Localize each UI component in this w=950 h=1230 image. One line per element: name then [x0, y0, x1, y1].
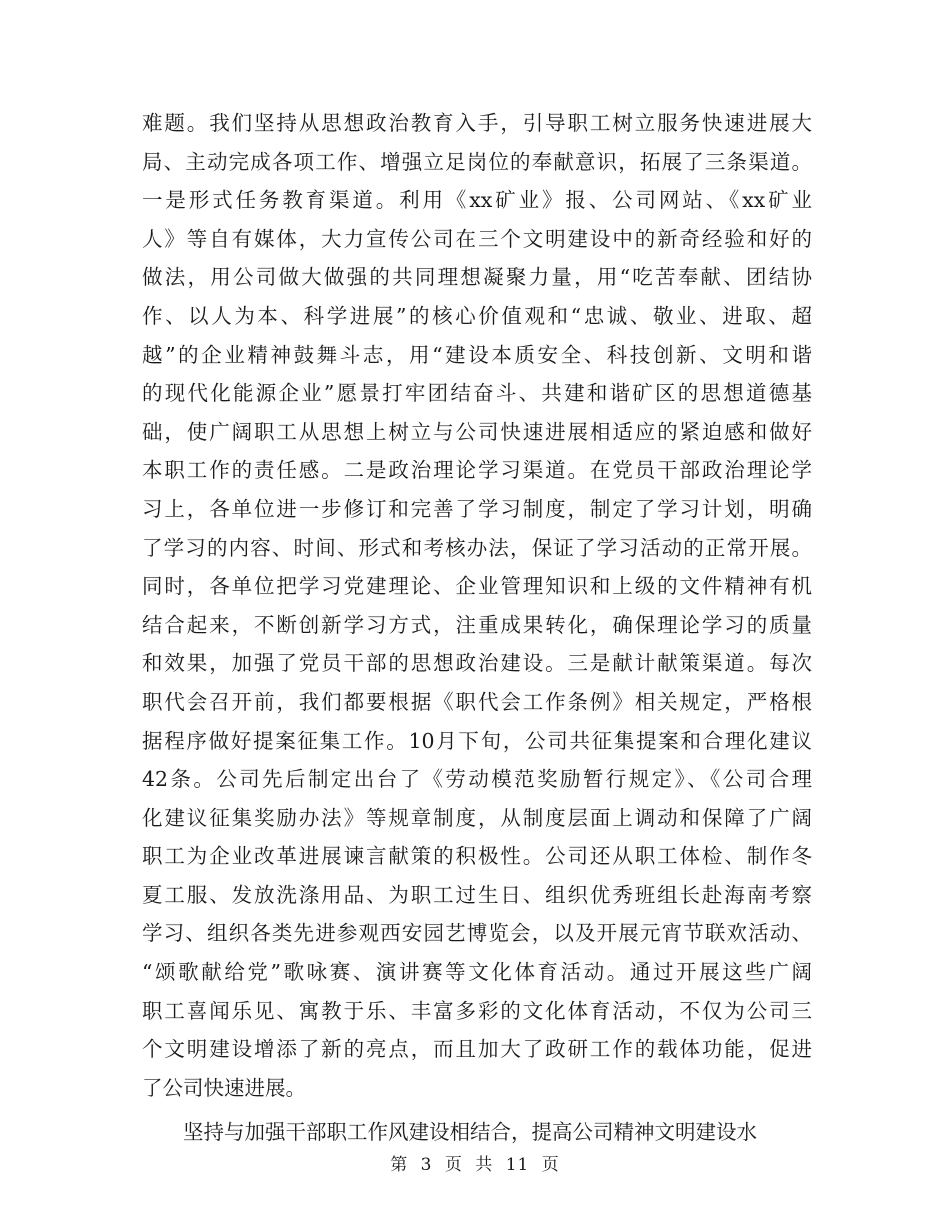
text-line: 人》等自有媒体，大力宣传公司在三个文明建设中的新奇经验和好的	[142, 226, 812, 251]
text-line: 42条。公司先后制定出台了《劳动模范奖励暂行规定》、《公司合理	[142, 767, 812, 792]
text-line: 做法，用公司做大做强的共同理想凝聚力量，用“吃苦奉献、团结协	[142, 265, 812, 290]
text-line: 职工为企业改革进展谏言献策的积极性。公司还从职工体检、制作冬	[142, 844, 812, 869]
text-line: 个文明建设增添了新的亮点，而且加大了政研工作的载体功能，促进	[142, 1037, 812, 1062]
text-line: 学习、组织各类先进参观西安园艺博览会，以及开展元宵节联欢活动、	[142, 921, 812, 946]
text-line: 的现代化能源企业”愿景打牢团结奋斗、共建和谐矿区的思想道德基	[142, 381, 812, 406]
text-line: 职工喜闻乐见、寓教于乐、丰富多彩的文化体育活动，不仅为公司三	[142, 998, 812, 1023]
text-line: 本职工作的责任感。二是政治理论学习渠道。在党员干部政治理论学	[142, 458, 812, 483]
text-line: 一是形式任务教育渠道。利用《xx矿业》报、公司网站、《xx矿业	[142, 188, 812, 213]
text-line: 了学习的内容、时间、形式和考核办法，保证了学习活动的正常开展。	[142, 535, 812, 560]
text-line: 作、以人为本、科学进展”的核心价值观和“忠诚、敬业、进取、超	[142, 303, 812, 328]
text-line-paragraph-end: 了公司快速进展。	[142, 1075, 306, 1100]
next-paragraph-first-line: 坚持与加强干部职工作风建设相结合，提高公司精神文明建设水	[183, 1120, 757, 1145]
text-line: 和效果，加强了党员干部的思想政治建设。三是献计献策渠道。每次	[142, 651, 812, 676]
body-text	[142, 104, 812, 1152]
text-line: 难题。我们坚持从思想政治教育入手，引导职工树立服务快速进展大	[142, 111, 812, 135]
text-line: 据程序做好提案征集工作。10月下旬，公司共征集提案和合理化建议	[142, 728, 812, 753]
text-line: 职代会召开前，我们都要根据《职代会工作条例》相关规定，严格根	[142, 689, 812, 714]
text-line: 同时，各单位把学习党建理论、企业管理知识和上级的文件精神有机	[142, 574, 812, 599]
text-line: 夏工服、发放洗涤用品、为职工过生日、组织优秀班组长赴海南考察	[142, 882, 812, 907]
text-line: “颂歌献给党”歌咏赛、演讲赛等文化体育活动。通过开展这些广阔	[142, 960, 812, 985]
page-number-footer: 第 3 页 共 11 页	[390, 1155, 560, 1175]
text-line: 局、主动完成各项工作、增强立足岗位的奉献意识，拓展了三条渠道。	[142, 149, 812, 174]
text-line: 越”的企业精神鼓舞斗志，用“建设本质安全、科技创新、文明和谐	[142, 342, 812, 367]
text-line: 础，使广阔职工从思想上树立与公司快速进展相适应的紧迫感和做好	[142, 419, 812, 444]
text-line: 习上，各单位进一步修订和完善了学习制度，制定了学习计划，明确	[142, 496, 812, 521]
text-line: 结合起来，不断创新学习方式，注重成果转化，确保理论学习的质量	[142, 612, 812, 637]
text-line: 化建议征集奖励办法》等规章制度，从制度层面上调动和保障了广阔	[142, 805, 812, 830]
